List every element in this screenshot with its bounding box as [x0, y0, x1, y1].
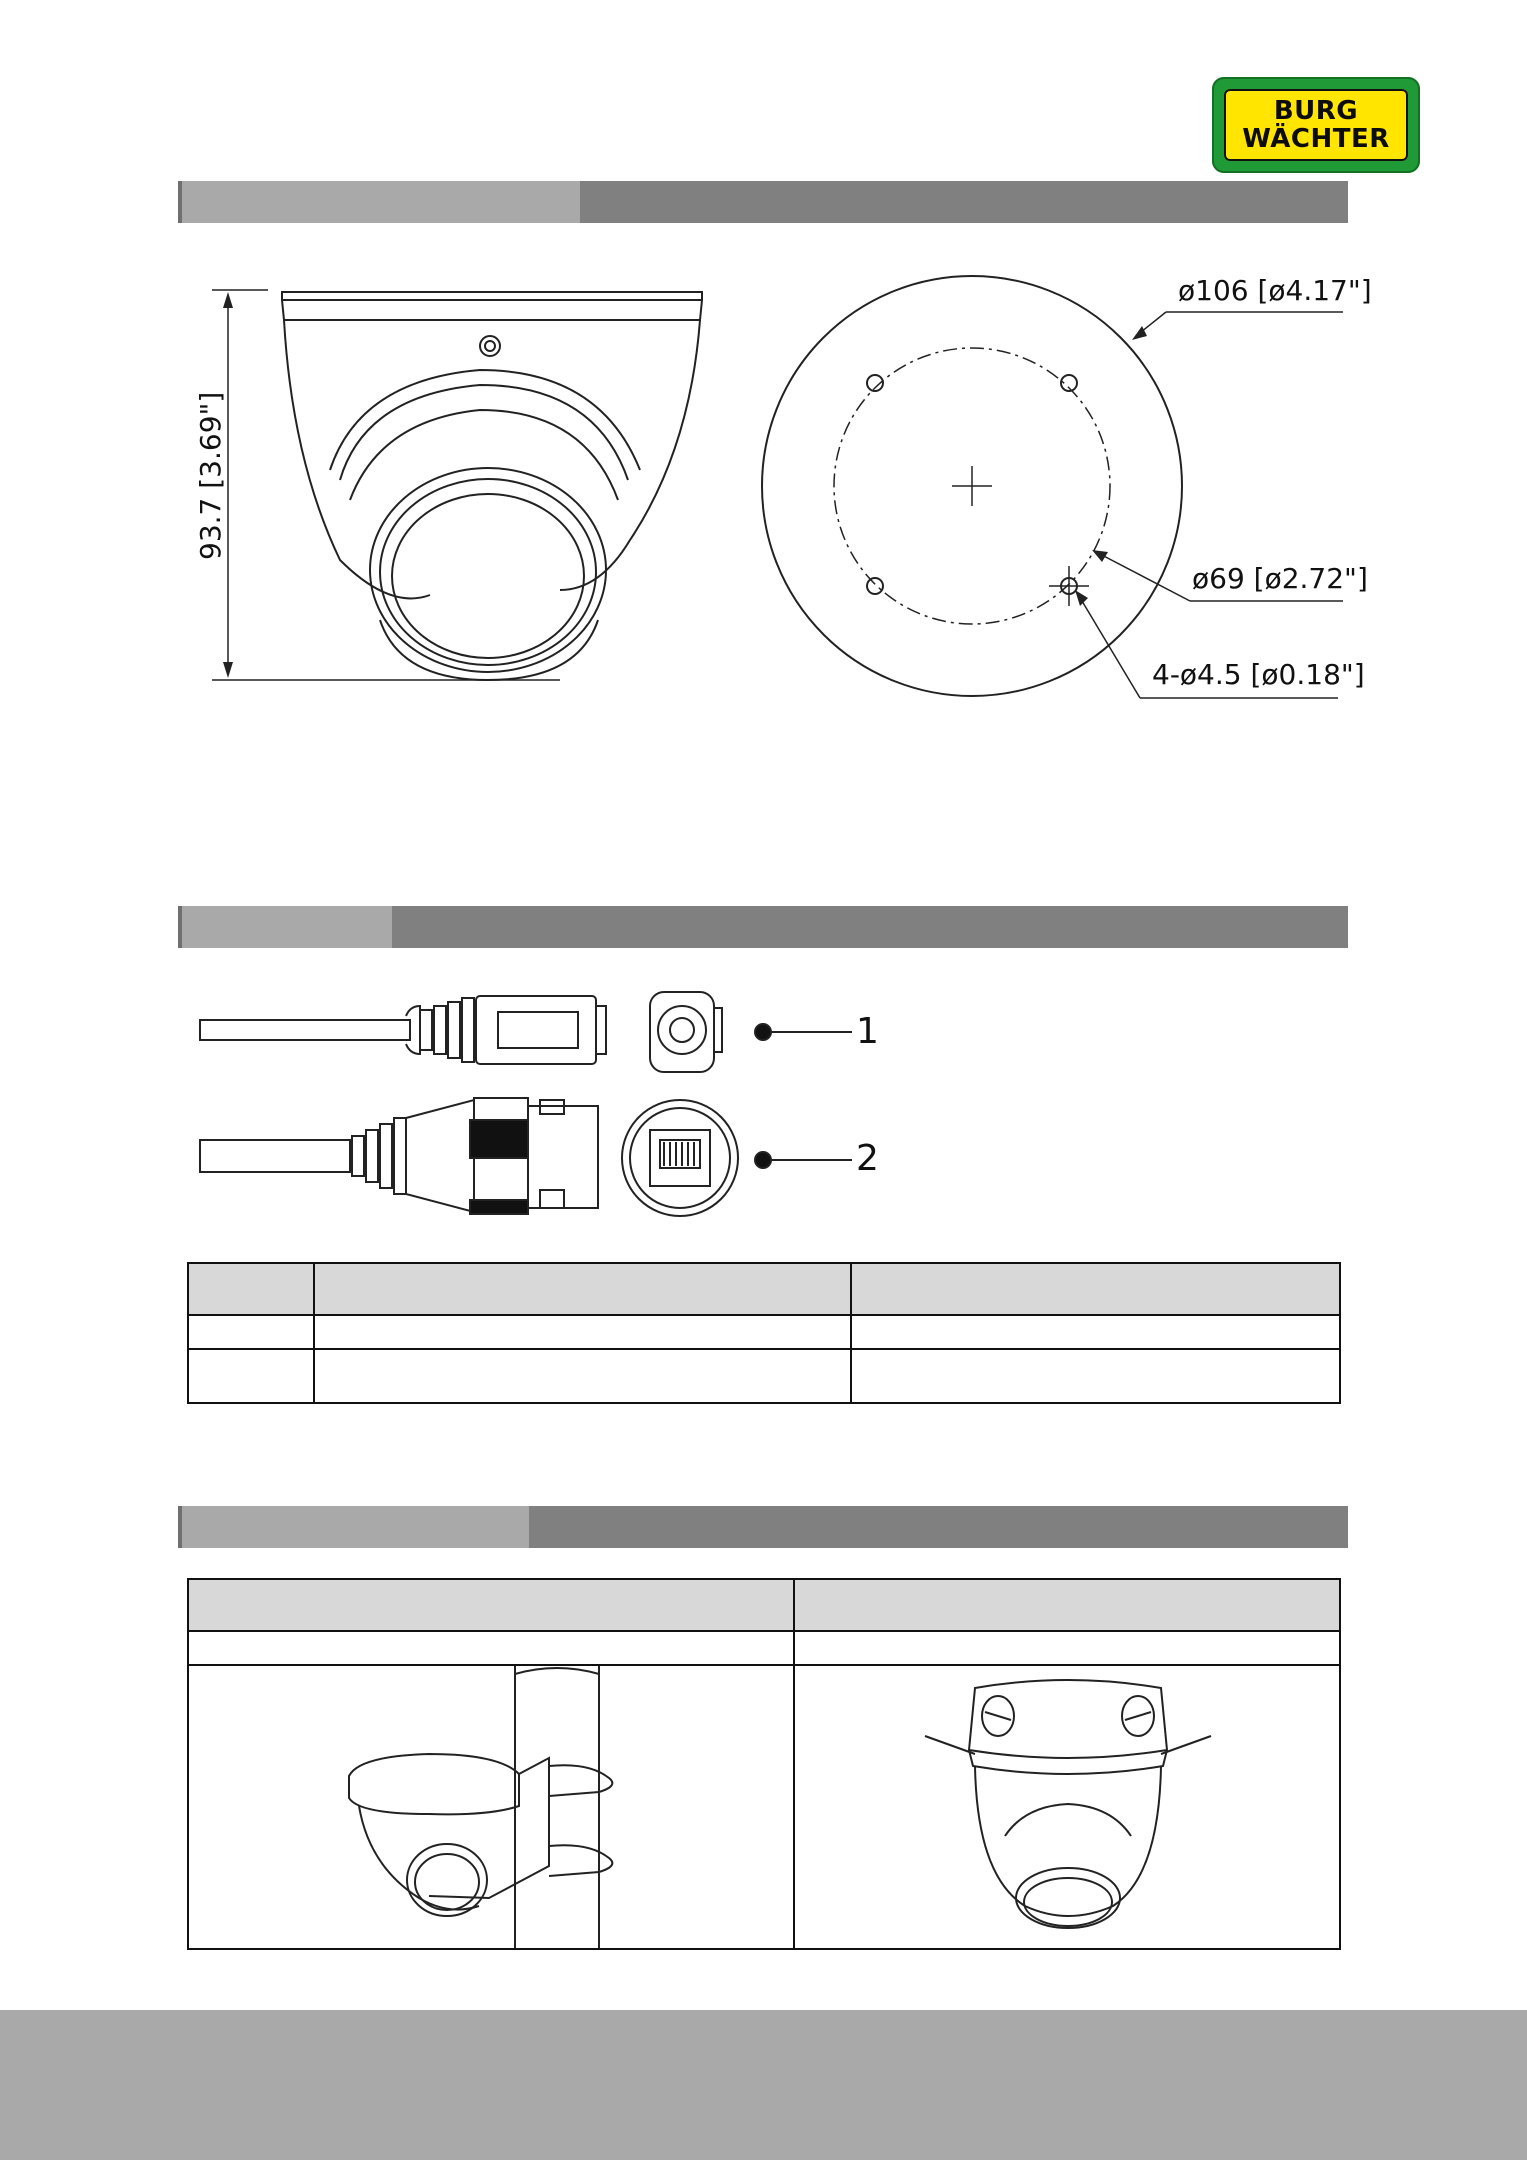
logo-text-line-2: WÄCHTER	[1242, 124, 1390, 154]
section-bar-label-area	[178, 906, 392, 948]
table-cell	[851, 1349, 1340, 1403]
camera-side-view	[282, 292, 702, 680]
cable-spec-table	[187, 1262, 1341, 1404]
table-header-cell	[188, 1263, 314, 1315]
height-dimension-label: 93.7 [3.69"]	[194, 391, 227, 560]
table-row	[188, 1665, 1340, 1949]
ceiling-mount-cell	[794, 1665, 1340, 1949]
table-header-cell	[851, 1263, 1340, 1315]
table-header-cell	[314, 1263, 851, 1315]
table-row	[188, 1349, 1340, 1403]
table-header-row	[188, 1263, 1340, 1315]
table-row	[188, 1631, 1340, 1665]
section-bar-cables	[178, 906, 1348, 948]
camera-top-view	[762, 276, 1343, 698]
ceiling-mount-illustration	[795, 1666, 1341, 1948]
table-header-cell	[188, 1579, 794, 1631]
table-cell	[188, 1631, 794, 1665]
pole-mount-illustration	[189, 1666, 795, 1948]
table-cell	[851, 1315, 1340, 1349]
table-cell	[188, 1349, 314, 1403]
table-header-cell	[794, 1579, 1340, 1631]
table-cell	[188, 1315, 314, 1349]
section-bar-label-area	[178, 1506, 529, 1548]
callout-number-1: 1	[856, 1011, 879, 1052]
logo-text-line-1: BURG	[1273, 96, 1359, 126]
table-cell	[314, 1349, 851, 1403]
table-row	[188, 1315, 1340, 1349]
table-header-row	[188, 1579, 1340, 1631]
pole-mount-cell	[188, 1665, 794, 1949]
mounting-table	[187, 1578, 1341, 1950]
power-connector	[200, 992, 722, 1072]
section-bar-dimensions	[178, 181, 1348, 223]
dimension-drawing	[0, 240, 1527, 720]
network-connector	[200, 1098, 738, 1216]
cable-connectors-drawing	[0, 980, 1527, 1220]
section-bar-label-area	[178, 181, 580, 223]
outer-diameter-label: ø106 [ø4.17"]	[1178, 274, 1372, 307]
table-cell	[794, 1631, 1340, 1665]
page-footer	[0, 2010, 1527, 2160]
callout-number-2: 2	[856, 1138, 879, 1179]
bolt-circle-label: ø69 [ø2.72"]	[1192, 562, 1368, 595]
brand-logo	[1212, 77, 1420, 173]
table-cell	[314, 1315, 851, 1349]
mounting-holes-label: 4-ø4.5 [ø0.18"]	[1152, 658, 1365, 691]
section-bar-mounting	[178, 1506, 1348, 1548]
